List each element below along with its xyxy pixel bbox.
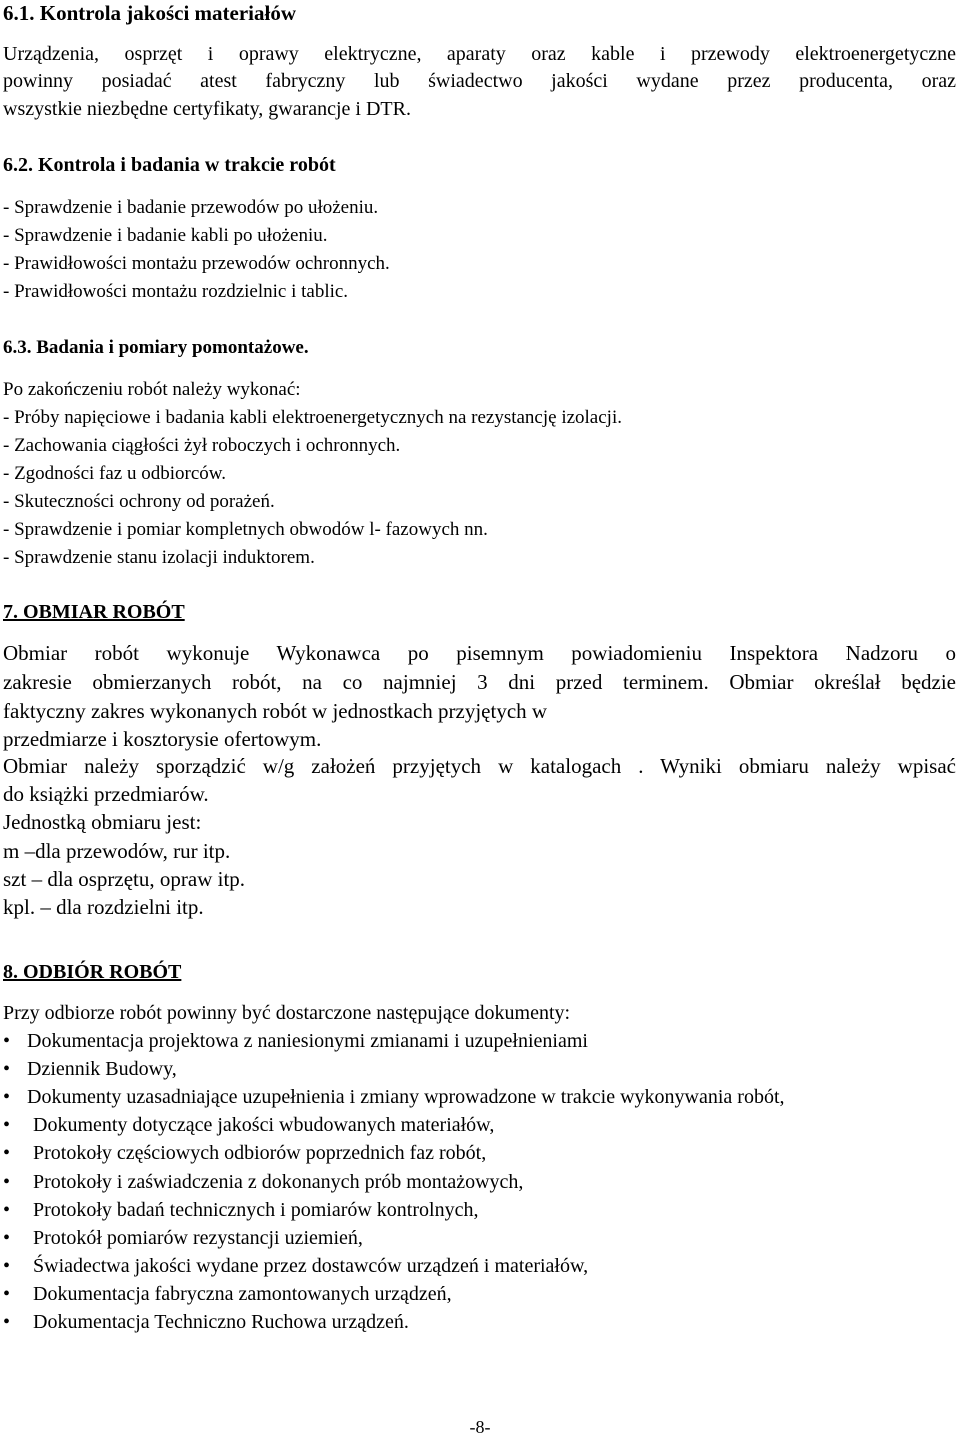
list-item: Świadectwa jakości wydane przez dostawców urządzeń i materiałów, bbox=[33, 1255, 589, 1277]
section-6-2-heading: 6.2. Kontrola i badania w trakcie robót bbox=[3, 154, 336, 176]
section-8-intro: Przy odbiorze robót powinny być dostarczone następujące dokumenty: bbox=[3, 1002, 571, 1024]
bullet-icon: • bbox=[3, 1058, 11, 1080]
section-6-2-item: - Prawidłowości montażu rozdzielnic i tablic. bbox=[3, 281, 349, 302]
section-6-3-heading: 6.3. Badania i pomiary pomontażowe. bbox=[3, 337, 309, 358]
section-7-line: przedmiarze i kosztorysie ofertowym. bbox=[3, 727, 322, 751]
list-item: Dokumentacja fabryczna zamontowanych urządzeń, bbox=[33, 1283, 452, 1305]
section-6-3-item: - Zgodności faz u odbiorców. bbox=[3, 463, 227, 484]
section-7-line: Jednostką obmiaru jest: bbox=[3, 810, 202, 834]
section-6-3-item: - Skuteczności ochrony od porażeń. bbox=[3, 491, 275, 512]
section-6-1-para-line-2: powinny posiadać atest fabryczny lub świadectwo jakości wydane przez producenta, oraz bbox=[3, 70, 956, 92]
bullet-icon: • bbox=[3, 1171, 11, 1193]
section-6-3-item: - Sprawdzenie stanu izolacji induktorem. bbox=[3, 547, 315, 568]
bullet-icon: • bbox=[3, 1114, 11, 1136]
bullet-icon: • bbox=[3, 1255, 11, 1277]
section-6-2-item: - Sprawdzenie i badanie przewodów po ułożeniu. bbox=[3, 197, 379, 218]
section-6-2-item: - Sprawdzenie i badanie kabli po ułożeniu. bbox=[3, 225, 328, 246]
section-6-1-para-line-1: Urządzenia, osprzęt i oprawy elektryczne, aparaty oraz kable i przewody elektroenergetyczne bbox=[3, 43, 956, 65]
section-7-line: zakresie obmierzanych robót, na co najmniej 3 dni przed terminem. Obmiar określał będzie bbox=[3, 670, 956, 694]
bullet-icon: • bbox=[3, 1086, 11, 1108]
section-7-heading: 7. OBMIAR ROBÓT bbox=[3, 601, 185, 623]
section-6-1-para-line-3: wszystkie niezbędne certyfikaty, gwarancje i DTR. bbox=[3, 98, 411, 120]
list-item: Dziennik Budowy, bbox=[27, 1058, 177, 1080]
section-6-3-item: - Zachowania ciągłości żył roboczych i ochronnych. bbox=[3, 435, 401, 456]
section-6-1-heading: 6.1. Kontrola jakości materiałów bbox=[3, 1, 296, 25]
section-6-3-intro: Po zakończeniu robót należy wykonać: bbox=[3, 379, 301, 400]
section-6-2-item: - Prawidłowości montażu przewodów ochronnych. bbox=[3, 253, 390, 274]
section-7-line: do książki przedmiarów. bbox=[3, 782, 209, 806]
section-7-line: faktyczny zakres wykonanych robót w jednostkach przyjętych w bbox=[3, 699, 548, 723]
bullet-icon: • bbox=[3, 1030, 11, 1052]
section-8-heading: 8. ODBIÓR ROBÓT bbox=[3, 961, 182, 983]
bullet-icon: • bbox=[3, 1199, 11, 1221]
list-item: Dokumentacja Techniczno Ruchowa urządzeń. bbox=[33, 1311, 409, 1333]
section-7-line: Obmiar robót wykonuje Wykonawca po pisemnym powiadomieniu Inspektora Nadzoru o bbox=[3, 641, 956, 665]
bullet-icon: • bbox=[3, 1311, 11, 1333]
list-item: Dokumentacja projektowa z naniesionymi zmianami i uzupełnieniami bbox=[27, 1030, 588, 1052]
page-number: -8- bbox=[469, 1417, 491, 1437]
section-6-3-item: - Próby napięciowe i badania kabli elektroenergetycznych na rezystancję izolacji. bbox=[3, 407, 622, 428]
list-item: Protokoły badań technicznych i pomiarów kontrolnych, bbox=[33, 1199, 479, 1221]
section-7-line: kpl. – dla rozdzielni itp. bbox=[3, 895, 204, 919]
list-item: Protokół pomiarów rezystancji uziemień, bbox=[33, 1227, 363, 1249]
list-item: Dokumenty uzasadniające uzupełnienia i zmiany wprowadzone w trakcie wykonywania robót, bbox=[27, 1086, 785, 1108]
section-7-line: szt – dla osprzętu, opraw itp. bbox=[3, 867, 246, 891]
bullet-icon: • bbox=[3, 1283, 11, 1305]
bullet-icon: • bbox=[3, 1227, 11, 1249]
section-7-line: Obmiar należy sporządzić w/g założeń przyjętych w katalogach . Wyniki obmiaru należy wpisać bbox=[3, 754, 956, 778]
list-item: Dokumenty dotyczące jakości wbudowanych materiałów, bbox=[33, 1114, 495, 1136]
list-item: Protokoły częściowych odbiorów poprzednich faz robót, bbox=[33, 1142, 487, 1164]
bullet-icon: • bbox=[3, 1142, 11, 1164]
section-6-3-item: - Sprawdzenie i pomiar kompletnych obwodów l- fazowych nn. bbox=[3, 519, 488, 540]
section-7-line: m –dla przewodów, rur itp. bbox=[3, 839, 231, 863]
list-item: Protokoły i zaświadczenia z dokonanych prób montażowych, bbox=[33, 1171, 524, 1193]
